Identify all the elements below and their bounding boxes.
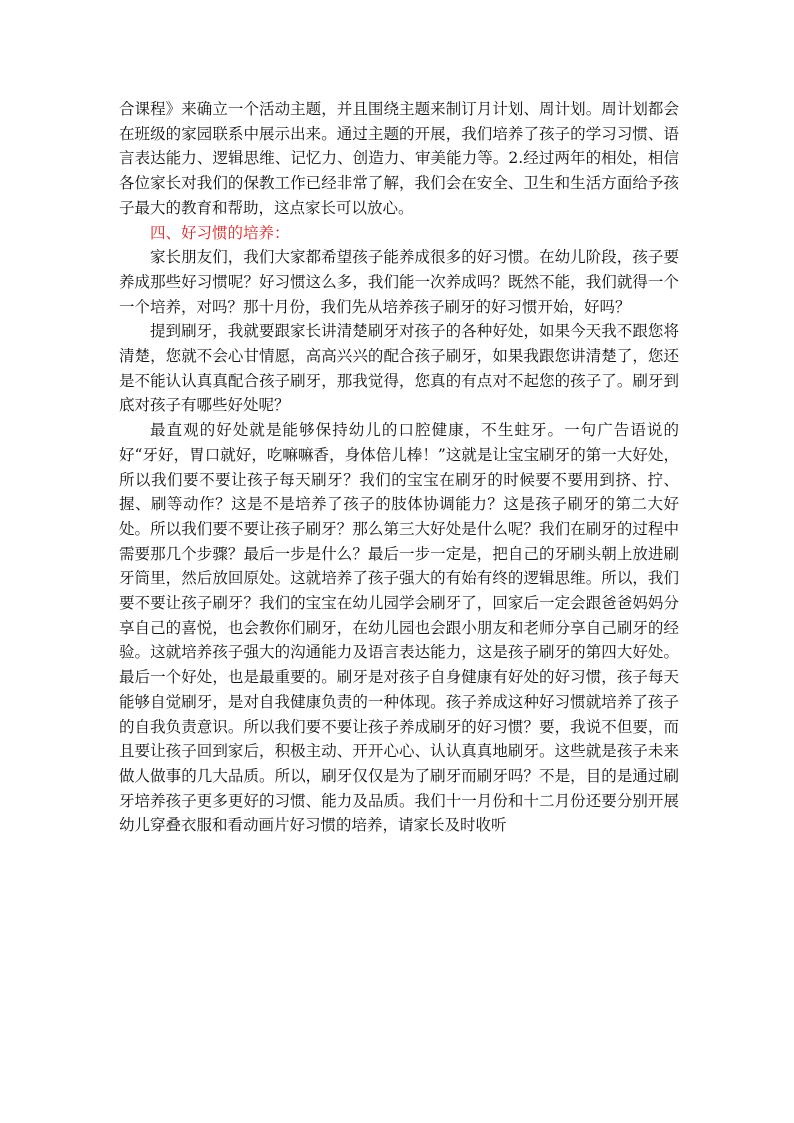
section-heading-good-habits: 四、好习惯的培养： <box>150 223 290 242</box>
paragraph-brushing-intro: 提到刷牙，我就要跟家长讲清楚刷牙对孩子的各种好处，如果今天我不跟您将清楚，您就不会心甘情愿，高高兴兴的配合孩子刷牙，如果我跟您讲清楚了，您还是不能认认真真配合孩子刷牙，那我觉得，您真的有点对不起您的孩子了。刷牙到底对孩子有哪些好处呢？ <box>119 322 679 415</box>
paragraph-brushing-benefits: 最直观的好处就是能够保持幼儿的口腔健康，不生蛀牙。一句广告语说的好“牙好，胃口就好，吃嘛嘛香，身体倍儿棒！”这就是让宝宝刷牙的第一大好处，所以我们要不要让孩子每天刷牙？我们的宝宝在刷牙的时候要不要用到挤、拧、握、刷等动作？这是不是培养了孩子的肢体协调能力？这是孩子刷牙的第二大好处。所以我们要不要让孩子刷牙？那么第三大好处是什么呢？我们在刷牙的过程中需要那几个步骤？最后一步是什么？最后一步一定是，把自己的牙刷头朝上放进刷牙筒里，然后放回原处。这就培养了孩子强大的有始有终的逻辑思维。所以，我们要不要让孩子刷牙？我们的宝宝在幼儿园学会刷牙了，回家后一定会跟爸爸妈妈分享自己的喜悦，也会教你们刷牙，在幼儿园也会跟小朋友和老师分享自己刷牙的经验。这就培养孩子强大的沟通能力及语言表达能力，这是孩子刷牙的第四大好处。最后一个好处，也是最重要的。刷牙是对孩子自身健康有好处的好习惯，孩子每天能够自觉刷牙，是对自我健康负责的一种体现。孩子养成这种好习惯就培养了孩子的自我负责意识。所以我们要不要让孩子养成刷牙的好习惯？要，我说不但要，而且要让孩子回到家后，积极主动、开开心心、认认真真地刷牙。这些就是孩子未来做人做事的几大品质。所以，刷牙仅仅是为了刷牙而刷牙吗？不是，目的是通过刷牙培养孩子更多更好的习惯、能力及品质。我们十一月份和十二月份还要分别开展幼儿穿叠衣服和看动画片好习惯的培养，请家长及时收听 <box>119 421 679 835</box>
paragraph-curriculum: 合课程》来确立一个活动主题，并且围绕主题来制订月计划、周计划。周计划都会在班级的家园联系中展示出来。通过主题的开展，我们培养了孩子的学习习惯、语言表达能力、逻辑思维、记忆力、创造力、审美能力等。2.经过两年的相处，相信各位家长对我们的保教工作已经非常了解，我们会在安全、卫生和生活方面给予孩子最大的教育和帮助，这点家长可以放心。 <box>119 100 679 217</box>
document-body <box>119 97 679 838</box>
paragraph-habits-intro: 家长朋友们，我们大家都希望孩子能养成很多的好习惯。在幼儿阶段，孩子要养成那些好习惯呢？好习惯这么多，我们能一次养成吗？既然不能，我们就得一个一个培养，对吗？那十月份，我们先从培养孩子刷牙的好习惯开始，好吗？ <box>119 248 679 316</box>
